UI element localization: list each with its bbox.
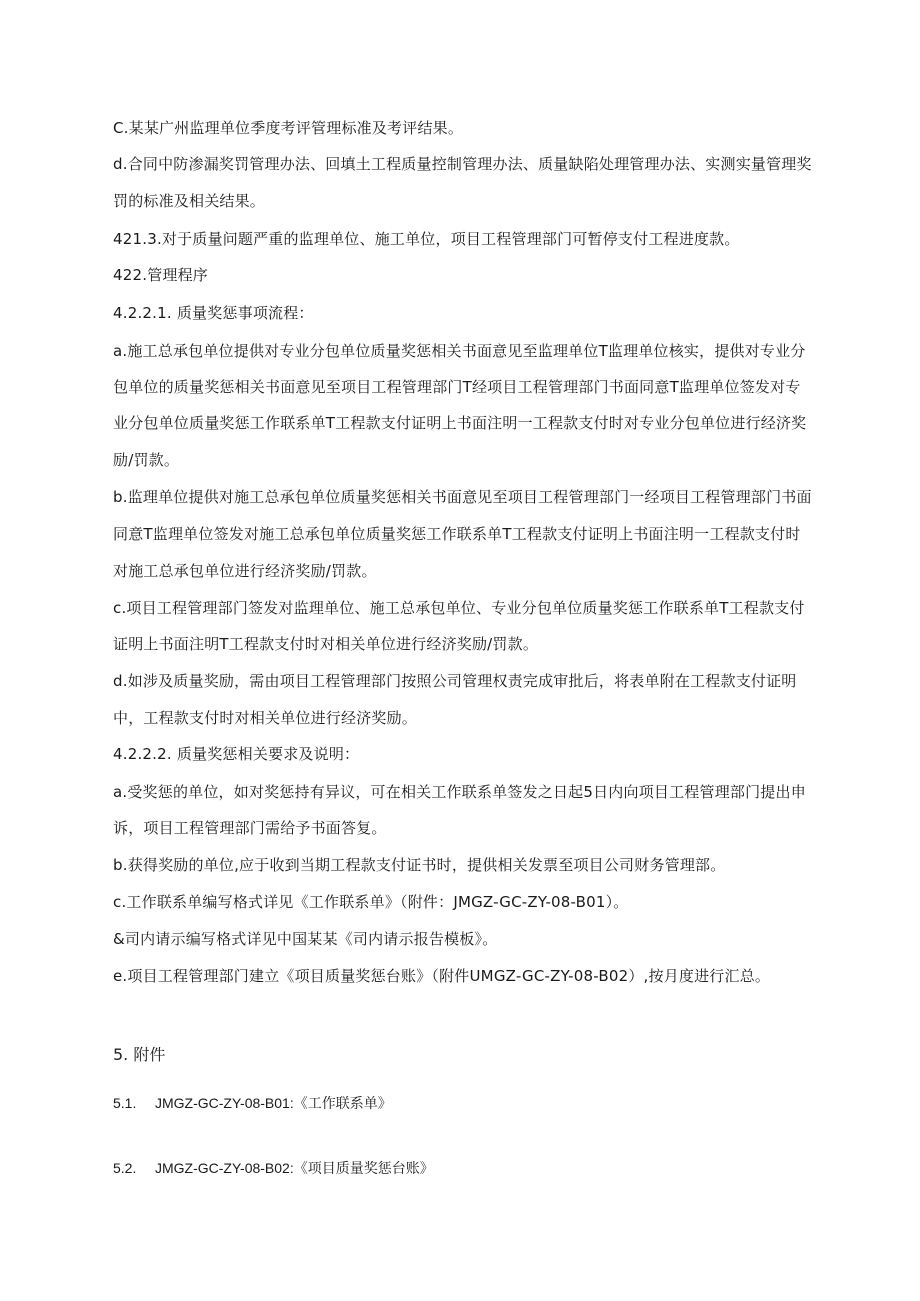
attachment-number: 5.2. [113,1160,137,1176]
heading-line: 4.2.2.2. 质量奖惩相关要求及说明： [113,745,360,763]
text-line: C.某某广州监理单位季度考评管理标准及考评结果。 [113,119,464,137]
text-line: d.如涉及质量奖励，需由项目工程管理部门按照公司管理权责完成审批后，将表单附在工程款支付证明 [113,672,797,690]
text-line: &司内请示编写格式详见中国某某《司内请示报告模板》。 [113,930,498,948]
attachment-number: 5.1. [113,1095,137,1111]
text-line: 业分包单位质量奖惩工作联系单T工程款支付证明上书面注明一工程款支付时对专业分包单位进行经济奖 [113,414,807,432]
text-line: 对施工总承包单位进行经济奖励/罚款。 [113,562,377,580]
text-line: b.获得奖励的单位,应于收到当期工程款支付证书时，提供相关发票至项目公司财务管理部。 [113,856,726,874]
text-line: 中，工程款支付时对相关单位进行经济奖励。 [113,709,418,727]
text-line: 励/罚款。 [113,451,180,469]
section-heading: 5. 附件 [113,1045,166,1064]
text-line: c.项目工程管理部门签发对监理单位、施工总承包单位、专业分包单位质量奖惩工作联系单T工程款支付 [113,599,805,617]
text-line: 诉，项目工程管理部门需给予书面答复。 [113,819,387,837]
text-line: c.工作联系单编写格式详见《工作联系单》（附件：JMGZ-GC-ZY-08-B01）。 [113,893,629,911]
text-line: 同意T监理单位签发对施工总承包单位质量奖惩工作联系单T工程款支付证明上书面注明一工程款支付时 [113,525,801,543]
text-line: a.施工总承包单位提供对专业分包单位质量奖惩相关书面意见至监理单位T监理单位核实，提供对专业分 [113,342,806,360]
text-line: 421.3.对于质量问题严重的监理单位、施工单位，项目工程管理部门可暂停支付工程进度款。 [113,230,740,248]
attachment-item [113,1158,434,1178]
text-line: 包单位的质量奖惩相关书面意见至项目工程管理部门T经项目工程管理部门书面同意T监理单位签发对专 [113,378,801,396]
text-line: 证明上书面注明T工程款支付时对相关单位进行经济奖励/罚款。 [113,635,539,653]
text-line: d.合同中防渗漏奖罚管理办法、回填土工程质量控制管理办法、质量缺陷处理管理办法、实测实量管理奖 [113,155,812,173]
attachment-title: JMGZ-GC-ZY-08-B02:《项目质量奖惩台账》 [155,1160,434,1176]
attachment-title: JMGZ-GC-ZY-08-B01:《工作联系单》 [155,1095,392,1111]
heading-line: 4.2.2.1. 质量奖惩事项流程： [113,304,314,322]
text-line: 罚的标准及相关结果。 [113,192,266,210]
text-line: e.项目工程管理部门建立《项目质量奖惩台账》（附件UMGZ-GC-ZY-08-B02）,按月度进行汇总。 [113,967,771,985]
heading-line: 422.管理程序 [113,266,208,284]
text-line: b.监理单位提供对施工总承包单位质量奖惩相关书面意见至项目工程管理部门一经项目工程管理部门书面 [113,488,812,506]
text-line: a.受奖惩的单位，如对奖惩持有异议，可在相关工作联系单签发之日起5日内向项目工程管理部门提出申 [113,783,806,801]
attachment-item [113,1093,392,1113]
